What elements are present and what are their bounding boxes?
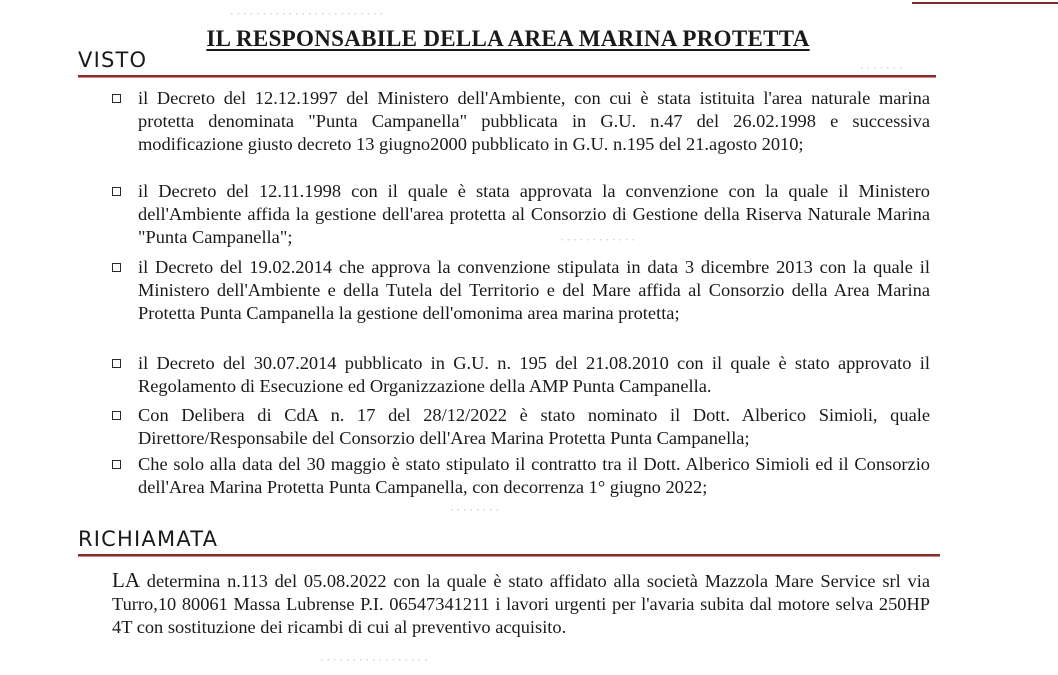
section-heading-visto: VISTO — [78, 48, 148, 72]
checkbox-bullet-icon — [112, 187, 121, 196]
checkbox-bullet-icon — [112, 263, 121, 272]
list-item — [112, 256, 930, 326]
list-item-text: il Decreto del 30.07.2014 pubblicato in G.U. n. 195 del 21.08.2010 con il quale è stato approvato il Regolamento di Esecuzione ed Organizzazione della AMP Punta Campanella. — [138, 353, 930, 397]
list-item-text: il Decreto del 12.12.1997 del Ministero dell'Ambiente, con cui è stata istituita l'area naturale marina protetta denominata "Punta Campanella" pubblicata in G.U. n.47 del 26.02.1998 e successiva modificazione giusto decreto 13 giugno2000 pubblicato in G.U. n.195 del 21.agosto 2010; — [138, 88, 930, 155]
list-item — [112, 87, 930, 157]
checkbox-bullet-icon — [112, 411, 121, 420]
list-item-text: Con Delibera di CdA n. 17 del 28/12/2022 è stato nominato il Dott. Alberico Simioli, quale Direttore/Responsabile del Consorzio dell'Area Marina Protetta Punta Campanella; — [138, 405, 930, 449]
list-item-text: Che solo alla data del 30 maggio è stato stipulato il contratto tra il Dott. Alberico Simioli ed il Consorzio dell'Area Marina Protetta Punta Campanella, con decorrenza 1° giugno 2022; — [138, 454, 930, 498]
list-item-text: il Decreto del 12.11.1998 con il quale è stata approvata la convenzione con la quale il Ministero dell'Ambiente affida la gestione dell'area protetta al Consorzio di Gestione della Riserva Naturale Marina "Punta Campanella"; — [138, 181, 930, 248]
list-item — [112, 352, 930, 398]
paragraph-body: determina n.113 del 05.08.2022 con la quale è stato affidato alla società Mazzola Mare Service srl via Turro,10 80061 Massa Lubrense P.I. 06547341211 i lavori urgenti per l'avaria subita dal motore selva 250HP 4T con sostituzione dei ricambi di cui al preventivo acquisito. — [112, 571, 930, 638]
checkbox-bullet-icon — [112, 460, 121, 469]
section-rule-richiamata — [78, 554, 940, 556]
richiamata-paragraph — [112, 569, 930, 640]
checkbox-bullet-icon — [112, 359, 121, 368]
checkbox-bullet-icon — [112, 94, 121, 103]
top-right-rule — [912, 2, 1058, 4]
paragraph-lead: LA — [112, 568, 140, 592]
list-item — [112, 453, 930, 499]
list-item — [112, 180, 930, 250]
document-title: IL RESPONSABILE DELLA AREA MARINA PROTETTA — [206, 26, 810, 51]
section-rule-visto — [78, 75, 936, 77]
list-item — [112, 404, 930, 450]
section-heading-richiamata: RICHIAMATA — [78, 527, 219, 551]
list-item-text: il Decreto del 19.02.2014 che approva la convenzione stipulata in data 3 dicembre 2013 con la quale il Ministero dell'Ambiente e della Tutela del Territorio e del Mare affida al Consorzio della Area Marina Protetta Punta Campanella la gestione dell'omonima area marina protetta; — [138, 257, 930, 324]
